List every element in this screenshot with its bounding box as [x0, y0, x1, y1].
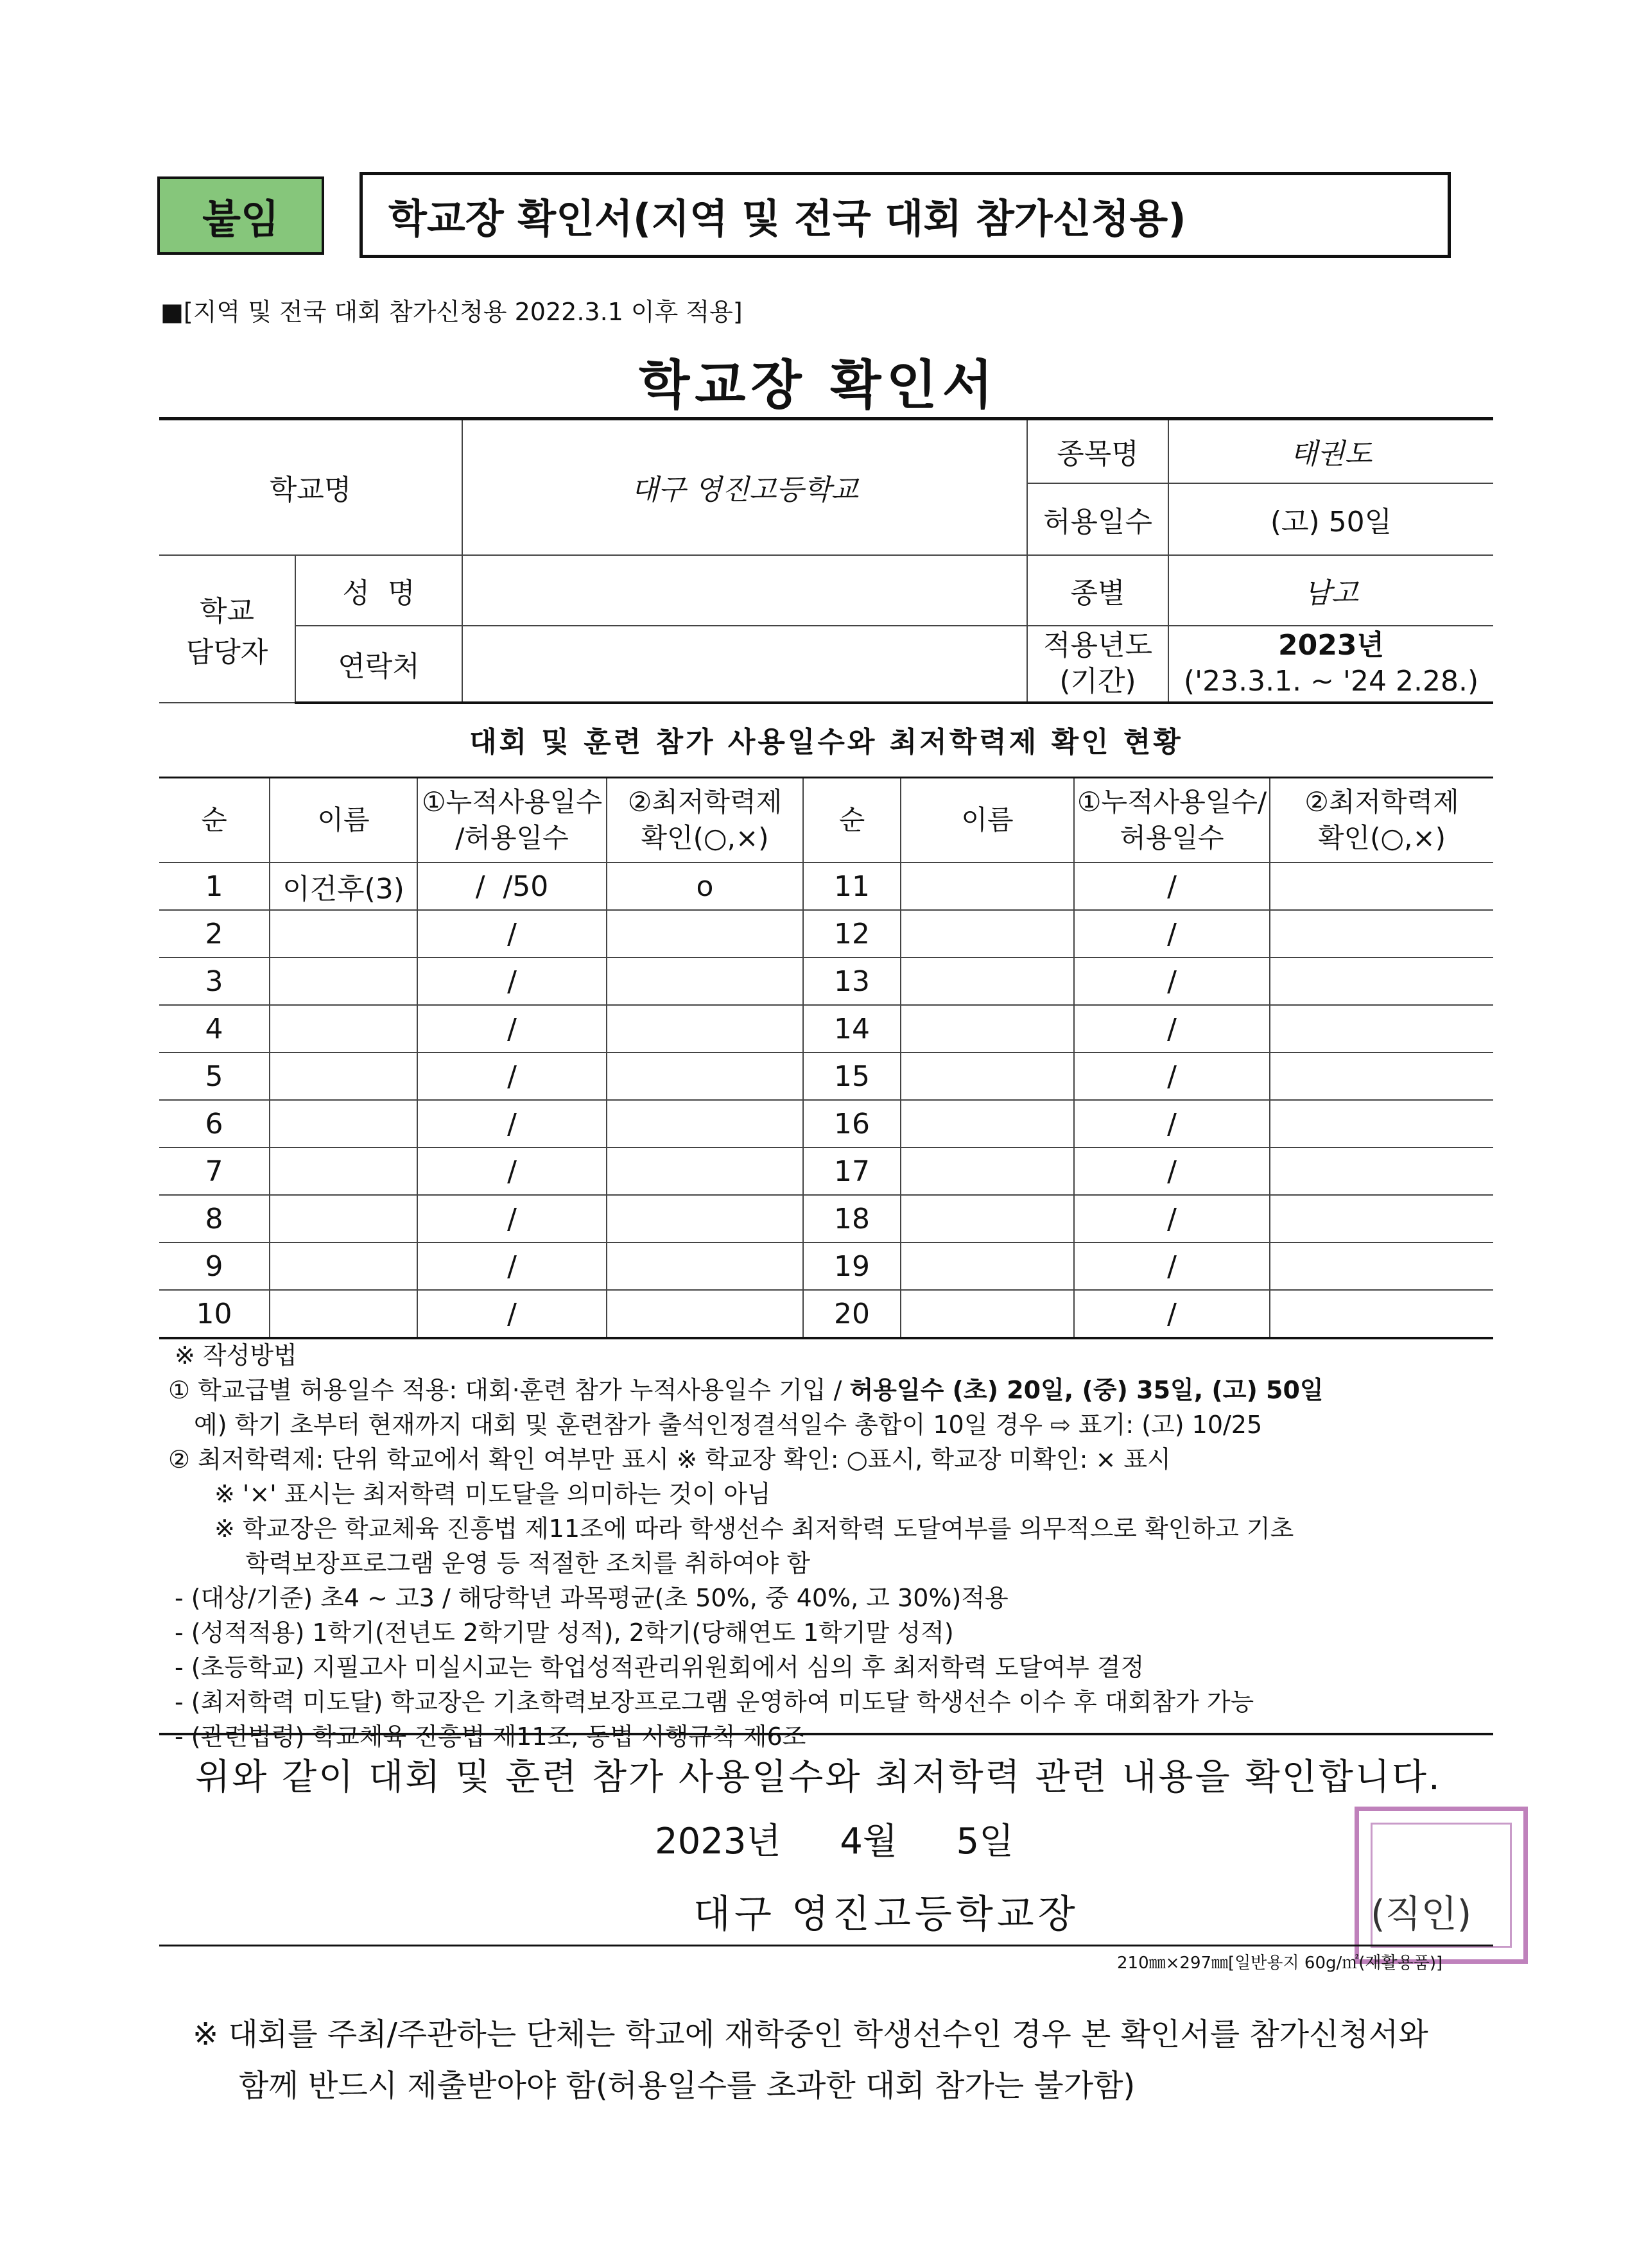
year-value-period: ('23.3.1. ~ '24 2.28.) [1183, 665, 1479, 698]
staff-name-value[interactable] [462, 555, 1027, 626]
row-min[interactable] [607, 910, 803, 958]
row-no-right: 16 [803, 1100, 901, 1147]
row-min[interactable] [607, 1147, 803, 1195]
table-row [159, 1147, 1493, 1195]
row-name-right[interactable] [901, 1195, 1074, 1242]
year-label-line2: (기간) [1059, 665, 1136, 698]
row-no: 10 [159, 1290, 270, 1338]
instruction-item-1 [168, 1373, 1516, 1407]
row-no: 2 [159, 910, 270, 958]
instructions [168, 1338, 1516, 1754]
table-row [159, 958, 1493, 1005]
staff-label-line2: 담당자 [186, 635, 268, 669]
row-name-right[interactable] [901, 863, 1074, 910]
confirmation-sentence: 위와 같이 대회 및 훈련 참가 사용일수와 최저학력 관련 내용을 확인합니다. [195, 1757, 1442, 1798]
footnote [193, 2009, 1477, 2111]
row-no-right: 20 [803, 1290, 901, 1338]
row-name[interactable] [270, 1290, 417, 1338]
document-title: 학교장 확인서 [639, 355, 998, 416]
instruction-dash-1: - (대상/기준) 초4 ~ 고3 / 해당학년 과목평균(초 50%, 중 40%, 고 30%)적용 [175, 1584, 1009, 1612]
attachment-tag: 붙임 [157, 176, 324, 255]
staff-name-label: 성 명 [295, 555, 462, 626]
row-min[interactable] [607, 1005, 803, 1052]
signature-date: 2023년 4월 5일 [655, 1821, 1014, 1862]
allowed-days-label: 허용일수 [1027, 483, 1168, 555]
staff-contact-value[interactable] [462, 626, 1027, 703]
row-days: / [417, 1100, 607, 1147]
instruction-dash-2: - (성적적용) 1학기(전년도 2학기말 성적), 2학기(당해연도 1학기말 성적) [175, 1619, 954, 1647]
col-header-min-right-line1: ②최저학력제 [1304, 786, 1459, 818]
row-days-right: / [1074, 1147, 1270, 1195]
row-no: 8 [159, 1195, 270, 1242]
staff-contact-label: 연락처 [295, 626, 462, 703]
staff-label-line1: 학교 [199, 594, 254, 628]
gender-label: 종별 [1027, 555, 1168, 626]
row-no: 5 [159, 1052, 270, 1100]
col-header-no-right: 순 [803, 778, 901, 863]
table-row [159, 1005, 1493, 1052]
row-name[interactable] [270, 1100, 417, 1147]
row-name-right[interactable] [901, 958, 1074, 1005]
col-header-name: 이름 [270, 778, 417, 863]
row-name[interactable] [270, 1005, 417, 1052]
row-no-right: 13 [803, 958, 901, 1005]
col-header-no: 순 [159, 778, 270, 863]
row-min-right[interactable] [1270, 1242, 1493, 1290]
row-min-right[interactable] [1270, 1052, 1493, 1100]
row-name[interactable] [270, 958, 417, 1005]
row-min-right[interactable] [1270, 910, 1493, 958]
seal-label: (직인) [1371, 1892, 1472, 1936]
instruction-item-1-text: ① 학교급별 허용일수 적용: 대회·훈련 참가 누적사용일수 기입 / [168, 1376, 850, 1404]
instruction-dash-4: - (최저학력 미도달) 학교장은 기초학력보장프로그램 운영하여 미도달 학생선수 이수 후 대회참가 가능 [175, 1688, 1254, 1716]
row-min[interactable] [607, 1242, 803, 1290]
row-min-right[interactable] [1270, 863, 1493, 910]
row-min-right[interactable] [1270, 1195, 1493, 1242]
footnote-line-1: ※ 대회를 주최/주관하는 단체는 학교에 재학중인 학생선수인 경우 본 확인서를 참가신청서와 [193, 2016, 1428, 2052]
row-days-right: / [1074, 958, 1270, 1005]
row-days: / [417, 910, 607, 958]
row-min[interactable] [607, 958, 803, 1005]
row-name-right[interactable] [901, 1290, 1074, 1338]
row-days-right: / [1074, 1005, 1270, 1052]
footnote-line-2: 함께 반드시 제출받아야 함(허용일수를 초과한 대회 참가는 불가함) [239, 2068, 1136, 2104]
row-name-right[interactable] [901, 910, 1074, 958]
row-name-right[interactable] [901, 1052, 1074, 1100]
staff-label [159, 555, 295, 703]
row-name-right[interactable] [901, 1100, 1074, 1147]
row-days-right: / [1074, 910, 1270, 958]
row-days: / [417, 1195, 607, 1242]
col-header-days [417, 778, 607, 863]
row-no: 7 [159, 1147, 270, 1195]
row-name-right[interactable] [901, 1147, 1074, 1195]
sport-label: 종목명 [1027, 419, 1168, 483]
col-header-days-right [1074, 778, 1270, 863]
col-header-days-right-line2: 허용일수 [1120, 822, 1224, 854]
row-name-right[interactable] [901, 1242, 1074, 1290]
allowed-days-value: (고) 50일 [1168, 483, 1493, 555]
instructions-heading: ※ 작성방법 [175, 1341, 297, 1370]
col-header-min-right [1270, 778, 1493, 863]
row-min-right[interactable] [1270, 1147, 1493, 1195]
year-label [1027, 626, 1168, 703]
row-no: 6 [159, 1100, 270, 1147]
instruction-example: 예) 학기 초부터 현재까지 대회 및 훈련참가 출석인정결석일수 총합이 10일 경우 ⇨ 표기: (고) 10/25 [194, 1411, 1263, 1439]
row-no: 9 [159, 1242, 270, 1290]
instruction-item-1-bold: 허용일수 (초) 20일, (중) 35일, (고) 50일 [849, 1376, 1324, 1404]
row-min-right[interactable] [1270, 1005, 1493, 1052]
row-min[interactable] [607, 1100, 803, 1147]
row-days: / /50 [417, 863, 607, 910]
row-name[interactable]: 이건후(3) [270, 863, 417, 910]
row-days: / [417, 1242, 607, 1290]
row-no-right: 18 [803, 1195, 901, 1242]
scope-note: ■[지역 및 전국 대회 참가신청용 2022.3.1 이후 적용] [160, 298, 743, 326]
table-row [159, 1052, 1493, 1100]
row-name[interactable] [270, 910, 417, 958]
year-value-year: 2023년 [1278, 629, 1384, 662]
row-min[interactable] [607, 1290, 803, 1338]
col-header-days-line1: ①누적사용일수 [421, 786, 603, 818]
principal-name: 대구 영진고등학교장 [693, 1892, 1079, 1937]
row-days-right: / [1074, 1100, 1270, 1147]
row-no-right: 19 [803, 1242, 901, 1290]
row-no-right: 14 [803, 1005, 901, 1052]
divider [159, 1945, 1493, 1946]
row-days-right: / [1074, 863, 1270, 910]
row-name[interactable] [270, 1052, 417, 1100]
table-row [159, 1100, 1493, 1147]
instruction-note-2: ※ 학교장은 학교체육 진흥법 제11조에 따라 학생선수 최저학력 도달여부를 의무적으로 확인하고 기초 [214, 1515, 1294, 1543]
row-name-right[interactable] [901, 1005, 1074, 1052]
row-days-right: / [1074, 1052, 1270, 1100]
row-no: 3 [159, 958, 270, 1005]
row-days: / [417, 1052, 607, 1100]
sport-value: 태권도 [1168, 419, 1493, 483]
row-no-right: 17 [803, 1147, 901, 1195]
instruction-note-2-cont: 학력보장프로그램 운영 등 적절한 조치를 취하여야 함 [245, 1549, 811, 1577]
row-min[interactable]: o [607, 863, 803, 910]
school-info-table [159, 417, 1493, 704]
table-row [159, 910, 1493, 958]
row-days: / [417, 1290, 607, 1338]
row-min-right[interactable] [1270, 1100, 1493, 1147]
row-no-right: 15 [803, 1052, 901, 1100]
row-days: / [417, 1147, 607, 1195]
table-row [159, 863, 1493, 910]
athlete-table [159, 777, 1493, 1339]
header-title: 학교장 확인서(지역 및 전국 대회 참가신청용) [359, 172, 1451, 258]
col-header-days-line2: /허용일수 [455, 822, 569, 854]
row-name[interactable] [270, 1242, 417, 1290]
section-title: 대회 및 훈련 참가 사용일수와 최저학력제 확인 현황 [469, 726, 1183, 759]
row-days-right: / [1074, 1195, 1270, 1242]
year-label-line1: 적용년도 [1043, 629, 1153, 662]
row-min[interactable] [607, 1052, 803, 1100]
row-min-right[interactable] [1270, 1290, 1493, 1338]
paper-spec: 210㎜×297㎜[일반용지 60g/㎡(재활용품)] [1117, 1954, 1443, 1973]
instruction-note-1: ※ '×' 표시는 최저학력 미도달을 의미하는 것이 아님 [214, 1480, 771, 1508]
instruction-item-2: ② 최저학력제: 단위 학교에서 확인 여부만 표시 ※ 학교장 확인: ○표시, 학교장 미확인: × 표시 [168, 1445, 1171, 1473]
col-header-min-line2: 확인(○,×) [641, 822, 769, 854]
col-header-min-right-line2: 확인(○,×) [1317, 822, 1446, 854]
table-row [159, 1242, 1493, 1290]
row-min-right[interactable] [1270, 958, 1493, 1005]
row-days-right: / [1074, 1242, 1270, 1290]
instruction-dash-5: - (관련법령) 학교체육 진흥법 제11조, 동법 시행규칙 제6조 [175, 1722, 806, 1751]
col-header-name-right: 이름 [901, 778, 1074, 863]
row-min[interactable] [607, 1195, 803, 1242]
col-header-days-right-line1: ①누적사용일수/ [1077, 786, 1267, 818]
row-days: / [417, 958, 607, 1005]
gender-value: 남고 [1168, 555, 1493, 626]
row-name[interactable] [270, 1147, 417, 1195]
row-no: 4 [159, 1005, 270, 1052]
row-no: 1 [159, 863, 270, 910]
col-header-min-line1: ②최저학력제 [627, 786, 783, 818]
year-value [1168, 626, 1493, 703]
row-days-right: / [1074, 1290, 1270, 1338]
divider [159, 1733, 1493, 1735]
table-row [159, 1195, 1493, 1242]
table-row [159, 1290, 1493, 1338]
school-name-label: 학교명 [159, 419, 462, 555]
col-header-min [607, 778, 803, 863]
row-days: / [417, 1005, 607, 1052]
instruction-dash-3: - (초등학교) 지필고사 미실시교는 학업성적관리위원회에서 심의 후 최저학력 도달여부 결정 [175, 1653, 1145, 1681]
row-name[interactable] [270, 1195, 417, 1242]
row-no-right: 11 [803, 863, 901, 910]
row-no-right: 12 [803, 910, 901, 958]
school-name-value: 대구 영진고등학교 [462, 419, 1027, 555]
